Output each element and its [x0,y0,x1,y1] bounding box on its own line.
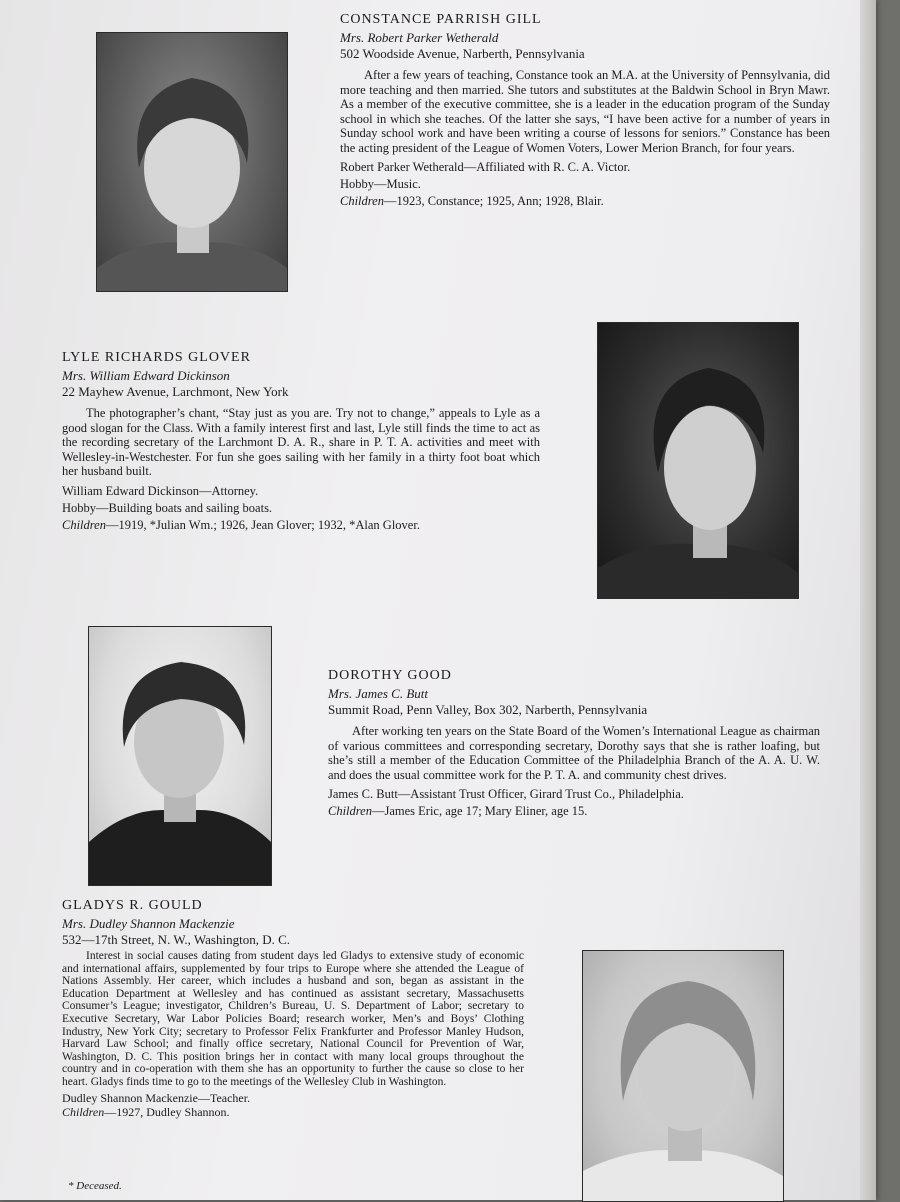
page-edge [860,0,876,1200]
entry-good [328,668,820,820]
address: 22 Mayhew Avenue, Larchmont, New York [62,384,289,399]
entry-gould [62,898,524,1119]
children-label: Children [62,517,106,532]
biography: Interest in social causes dating from student days led Gladys to extensive study of economic and international affairs, supplemented by four trips to Europe where she attended the League of Nations Assembly. Her career, which includes a husband and son, began as assistant in the Education Department at Wellesley and has continued as assistant secretary, Massachusetts Consumer’s League; investigator, Children’s Bureau, U. S. Department of Labor; secretary to Executive Secretary, War Labor Policies Board; research worker, Men’s and Boys’ Clothing Industry, New York City; secretary to Professor Felix Frankfurter and Professor Manley Hudson, Harvard Law School; and finally office secretary, National Council for Prevention of War, Washington, D. C. This position brings her in contact with many local groups throughout the country and in co-operation with them she has an opportunity to further the cause so close to her heart. Gladys finds time to go to the meetings of the Wellesley Club in Washington. [62,950,524,1088]
biography: After a few years of teaching, Constance took an M.A. at the University of Pennsylvania, did more teaching and then married. She tutors and substitutes at the Baldwin School in Bryn Mawr. As a member of the executive committee, she is a leader in the education program of the Sunday school in which she teaches. Of the latter she says, “I have been active for a number of years in Sunday school work and have been writing a course of lessons for seniors.” Constance has been the acting president of the League of Women Voters, Lower Merion Branch, for four years. [340,68,830,155]
husband-occupation: James C. Butt—Assistant Trust Officer, Girard Trust Co., Philadelphia. [328,787,684,801]
entry-name: LYLE RICHARDS GLOVER [62,350,251,365]
husband-occupation: Robert Parker Wetherald—Affiliated with R. C. A. Victor. [340,160,631,174]
portrait-photo-good [88,626,272,886]
address: 502 Woodside Avenue, Narberth, Pennsylvania [340,46,585,61]
married-name: Mrs. Dudley Shannon Mackenzie [62,916,235,931]
husband-occupation: Dudley Shannon Mackenzie—Teacher. [62,1090,251,1105]
portrait-photo-glover [597,322,799,599]
hobby: Hobby—Building boats and sailing boats. [62,500,273,515]
married-name: Mrs. James C. Butt [328,686,429,701]
children [328,803,820,820]
married-name: Mrs. Robert Parker Wetherald [340,30,499,45]
biography: After working ten years on the State Board of the Women’s International League as chairman of various committees and corresponding secretary, Dorothy says that she is rather loafing, but she’s still a member of the Education Committee of the Philadelphia Branch of the A. A. U. W. and does the usual committee work for the P. T. A. and community chest drives. [328,724,820,782]
children [340,193,830,210]
hobby: Hobby—Music. [340,177,421,191]
children-label: Children [328,804,372,818]
husband-occupation: William Edward Dickinson—Attorney. [62,483,259,498]
address: 532—17th Street, N. W., Washington, D. C. [62,932,291,947]
portrait-photo-gill [96,32,288,292]
entry-gill [340,12,830,210]
children-list: —1919, *Julian Wm.; 1926, Jean Glover; 1932, *Alan Glover. [105,517,420,532]
entry-name: DOROTHY GOOD [328,668,452,683]
children-list: —1923, Constance; 1925, Ann; 1928, Blair. [383,194,604,208]
footnote: * Deceased. [68,1180,122,1192]
married-name: Mrs. William Edward Dickinson [62,368,230,383]
children [62,1105,524,1119]
entry-name: CONSTANCE PARRISH GILL [340,12,542,27]
portrait-photo-gould [582,950,784,1202]
children-label: Children [62,1104,105,1119]
children-list: —James Eric, age 17; Mary Eliner, age 15. [371,804,588,818]
children-list: —1927, Dudley Shannon. [104,1104,230,1119]
entry-name: GLADYS R. GOULD [62,898,203,913]
entry-glover [62,350,540,534]
biography: The photographer’s chant, “Stay just as you are. Try not to change,” appeals to Lyle as a good slogan for the Class. With a family interest first and last, Lyle still finds the time to act as the recording secretary of the Larchmont D. A. R., share in P. T. A. activities and meet with Wellesley-in-Westchester. For fun she goes sailing with her family in a thirty foot boat which her husband built. [62,406,540,478]
address: Summit Road, Penn Valley, Box 302, Narberth, Pennsylvania [328,702,648,717]
children [62,517,540,534]
children-label: Children [340,194,384,208]
